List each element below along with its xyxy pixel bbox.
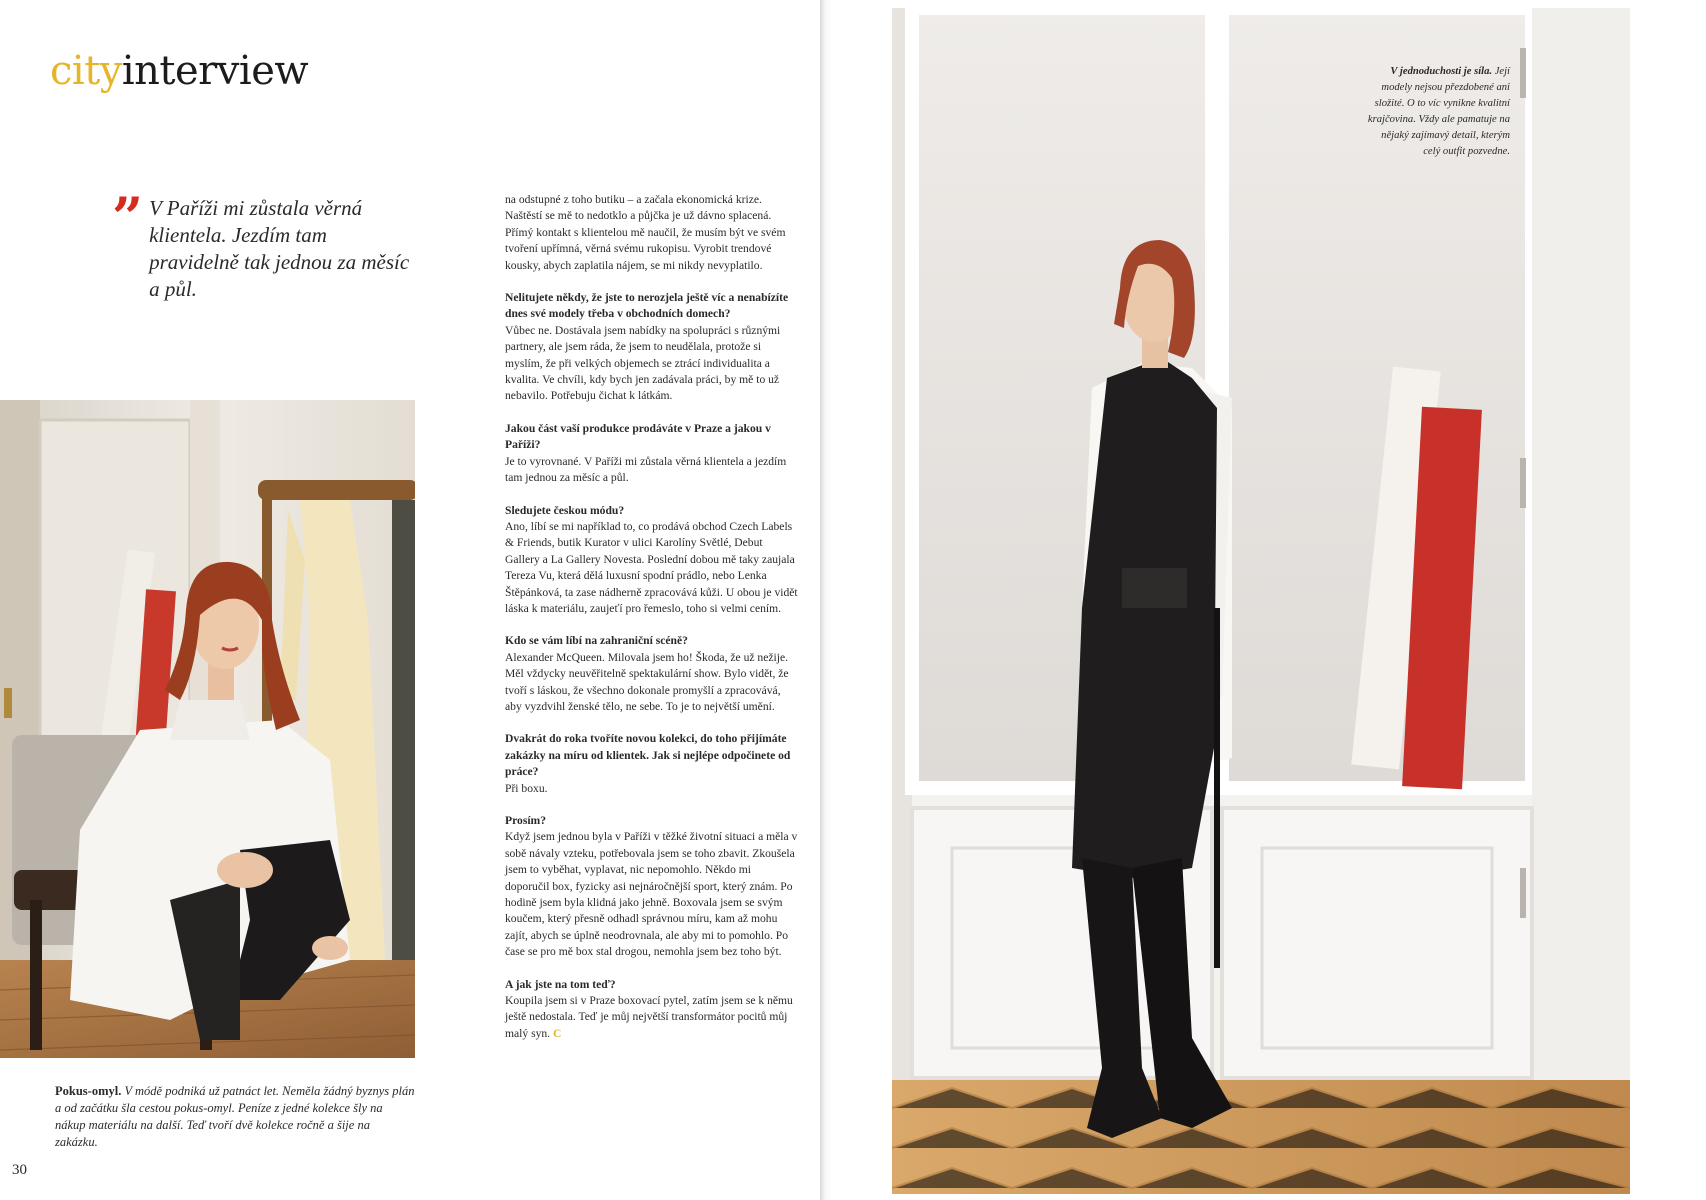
quote-mark-icon: ”: [112, 185, 144, 249]
portrait-photo-seated-art: [0, 400, 415, 1058]
masthead-logo: [50, 48, 308, 94]
question: Dvakrát do roka tvoříte novou kolekci, do toho přijímáte zakázky na míru od klientek. Jak si nejlépe odpočinete od práce?: [505, 732, 791, 779]
question: Sledujete českou módu?: [505, 503, 625, 517]
question: A jak jste na tom teď?: [505, 977, 616, 991]
qa-block: [505, 977, 798, 1043]
left-page: [0, 0, 820, 1200]
pull-quote-text: V Paříži mi zůstala věrná klientela. Jezdím tam pravidelně tak jednou za měsíc a půl.: [149, 196, 410, 301]
answer: Ano, líbí se mi například to, co prodává obchod Czech Labels & Friends, butik Kurator v ulici Karolíny Světlé, Debut Gallery a La Gallery Novesta. Poslední dobou mě taky zaujala Tereza Vu, která dělá luxusní spodní prádlo, nebo Lenka Štěpánková, ta zase nádherně zpracovává kůži. U obou je vidět láska k materiálu, zaujeťí pro řemeslo, toho si velmi cením.: [505, 519, 798, 615]
masthead-city: city: [50, 48, 122, 94]
photo-caption-right: [1362, 64, 1510, 160]
right-page-margin: [1630, 0, 1706, 1200]
question: Nelitujete někdy, že jste to nerozjela ještě víc a nenabízíte dnes své modely třeba v obchodních domech?: [505, 291, 789, 321]
caption-lead: Pokus-omyl.: [55, 1084, 122, 1098]
question: Jakou část vaší produkce prodáváte v Praze a jakou v Paříži?: [505, 421, 771, 452]
page-gutter: [832, 0, 892, 1200]
article-intro: na odstupné z toho butiku – a začala ekonomická krize. Naštěstí se mě to nedotklo a půjčka je už dávno splacená. Přímý kontakt s klientelou mě naučil, že musím být ve svém tvoření upřímná, věrná svému rukopisu. Vyrobit trendové kousky, abych zaplatila nájem, se mi nikdy nevyplatilo.: [505, 193, 786, 272]
qa-block: [505, 731, 798, 797]
question: Prosím?: [505, 814, 547, 827]
pull-quote: [112, 185, 412, 303]
caption-text: V módě podniká už patnáct let. Neměla žádný byznys plán a od začátku šla cestou pokus-omyl. Peníze z jedné kolekce šly na nákup materiálu na další. Teď tvoří dvě kolekce ročně a šije na zakázku.: [55, 1084, 415, 1149]
question: Kdo se vám líbí na zahraniční scéně?: [505, 634, 688, 648]
end-mark-icon: C: [553, 1026, 562, 1040]
portrait-photo-standing: [892, 8, 1630, 1194]
qa-block: [505, 421, 798, 487]
masthead-interview: interview: [121, 48, 309, 94]
answer: Když jsem jednou byla v Paříži v těžké životní situaci a měla v sobě návaly vzteku, potřebovala jsem se toho zbavit. Zkoušela jsem to vyběhat, vyplavat, nic nepomohlo. Někdo mi doporučil box, fyzicky asi nejnáročnější sport, který znám. Po hodině jsem byla klidná jako jehně. Boxovala jsem se svým koučem, který přesně odhadl správnou míru, kam až mohu zajít, abych se úplně neodrovnala, ale aby mi to pomohlo. Po čase se pro mě box stal drogou, nemohla jsem bez toho být.: [505, 830, 798, 959]
answer: Je to vyrovnané. V Paříži mi zůstala věrná klientela a jezdím tam jednou za měsíc a půl.: [505, 454, 787, 485]
portrait-photo-standing-art: [892, 8, 1630, 1194]
caption-text: Její modely nejsou přezdobené ani složité. O to víc vynikne kvalitní krajčovina. Vždy ale pamatuje na nějaký zajímavý detail, kterým celý outfit pozvedne.: [1367, 66, 1510, 157]
photo-caption-left: [55, 1083, 415, 1151]
qa-block: [505, 290, 798, 405]
answer: Vůbec ne. Dostávala jsem nabídky na spolupráci s různými partnery, ale jsem ráda, že jsem to neudělala, protože si myslím, že při velkých objemech se ztrácí individualita a kvalita. Ve chvíli, kdy bych jen zadávala práci, by mě to už nebavilo. Potřebuju čichat k látkám.: [505, 323, 781, 403]
article-column: [505, 192, 798, 1058]
qa-block: [505, 633, 798, 715]
page-number: 30: [12, 1162, 27, 1178]
qa-block: [505, 813, 798, 961]
answer: Při boxu.: [505, 781, 548, 795]
answer: Alexander McQueen. Milovala jsem ho! Škoda, že už nežije. Měl vždycky neuvěřitelně spektakulární show. Bylo vidět, že tvoří s láskou, že všechno dokonale promyšlí a zpracovává, aby vyzdvihl ženské tělo, ne sebe. To je to největší umění.: [505, 650, 789, 713]
answer: Koupila jsem si v Praze boxovací pytel, zatím jsem se k němu ještě nedostala. Teď je můj největší transformátor pocitů můj malý syn.: [505, 994, 793, 1040]
caption-lead: V jednoduchosti je síla.: [1390, 66, 1493, 77]
qa-block: [505, 503, 798, 618]
portrait-photo-seated: [0, 400, 415, 1058]
page-fold-shadow: [820, 0, 832, 1200]
